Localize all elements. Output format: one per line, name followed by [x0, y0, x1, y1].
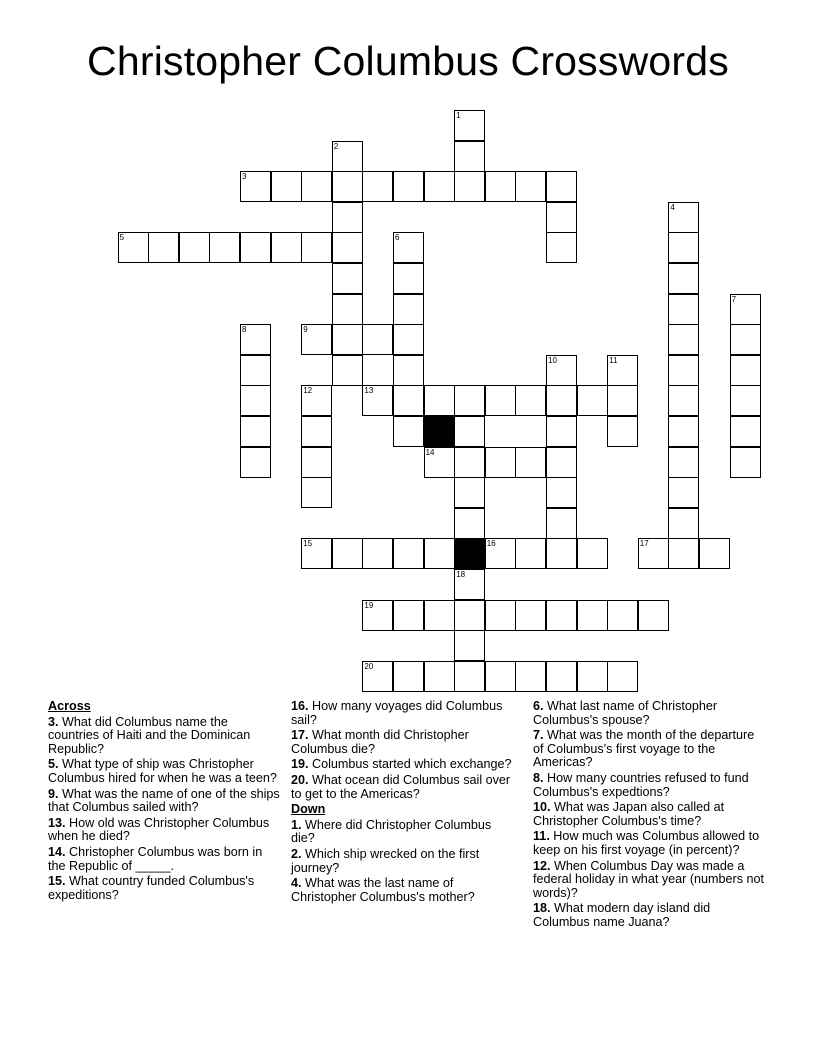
grid-cell[interactable] [301, 538, 332, 569]
clue-number: 17 [639, 539, 649, 549]
grid-cell[interactable] [424, 538, 455, 569]
grid-cell[interactable] [454, 477, 485, 508]
clue-number-label: 10. [533, 800, 551, 815]
clue-item [533, 772, 768, 799]
clue-item [533, 729, 768, 770]
clue-number-label: 3. [48, 714, 59, 729]
clue-item [48, 846, 280, 873]
grid-cell[interactable] [393, 355, 424, 386]
grid-cell[interactable] [393, 232, 424, 263]
clue-number: 10 [548, 355, 557, 365]
clue-text: Where did Christopher Columbus die? [291, 817, 492, 846]
grid-cell[interactable] [362, 538, 393, 569]
grid-cell[interactable] [301, 385, 332, 416]
clue-item [533, 700, 768, 727]
clue-number-label: 18. [533, 901, 551, 916]
clue-text: What was the month of the departure of Columbus's first voyage to the Americas? [533, 728, 755, 770]
grid-cell[interactable] [546, 416, 577, 447]
clue-item [291, 877, 513, 904]
grid-cell[interactable] [668, 447, 699, 478]
clue-item [533, 902, 768, 929]
clue-text: What ocean did Columbus sail over to get to the Americas? [291, 772, 511, 801]
clue-number-label: 12. [533, 858, 551, 873]
clue-item [291, 819, 513, 846]
grid-cell[interactable] [393, 263, 424, 294]
grid-cell[interactable] [118, 232, 149, 263]
grid-cell[interactable] [393, 294, 424, 325]
grid-cell[interactable] [301, 416, 332, 447]
clue-number-label: 6. [533, 699, 544, 713]
clue-number-label: 9. [48, 786, 59, 801]
grid-cell[interactable] [546, 385, 577, 416]
clue-number: 9 [303, 325, 308, 335]
grid-cell[interactable] [424, 661, 455, 692]
grid-cell[interactable] [271, 171, 302, 202]
clue-text: What country funded Columbus's expeditions? [48, 874, 255, 902]
grid-cell[interactable] [424, 385, 455, 416]
clues-column-2 [291, 700, 513, 906]
clue-number-label: 19. [291, 757, 309, 772]
grid-cell[interactable] [607, 416, 638, 447]
grid-cell[interactable] [546, 538, 577, 569]
grid-cell[interactable] [577, 385, 608, 416]
grid-cell[interactable] [546, 600, 577, 631]
grid-cell[interactable] [393, 416, 424, 447]
grid-cell[interactable] [301, 171, 332, 202]
grid-cell[interactable] [393, 600, 424, 631]
grid-cell[interactable] [730, 355, 761, 386]
grid-cell[interactable] [332, 324, 363, 355]
grid-cell[interactable] [668, 294, 699, 325]
clue-item [48, 716, 280, 757]
grid-cell[interactable] [424, 600, 455, 631]
clue-number-label: 8. [533, 770, 544, 785]
clue-number: 7 [731, 294, 737, 304]
clue-text: How much was Columbus allowed to keep on his first voyage (in percent)? [533, 829, 760, 857]
black-cell [424, 416, 455, 447]
clue-number-label: 11. [533, 829, 550, 844]
grid-cell[interactable] [699, 538, 730, 569]
grid-cell[interactable] [332, 171, 363, 202]
clue-number-label: 20. [291, 772, 309, 787]
grid-cell[interactable] [454, 600, 485, 631]
down-heading: Down [291, 802, 326, 817]
grid-cell[interactable] [607, 661, 638, 692]
grid-cell[interactable] [607, 355, 638, 386]
clue-number: 3 [242, 172, 247, 182]
grid-cell[interactable] [515, 600, 546, 631]
clue-number: 4 [670, 202, 675, 212]
clue-number: 6 [395, 233, 400, 243]
grid-cell[interactable] [240, 171, 271, 202]
clue-text: Christopher Columbus was born in the Republic of _____. [48, 844, 263, 873]
clue-text: What was the last name of Christopher Columbus's mother? [291, 876, 475, 904]
grid-cell[interactable] [332, 294, 363, 325]
grid-cell[interactable] [332, 232, 363, 263]
grid-cell[interactable] [424, 171, 455, 202]
grid-cell[interactable] [668, 202, 699, 233]
grid-cell[interactable] [362, 171, 393, 202]
across-heading: Across [48, 699, 91, 713]
grid-cell[interactable] [454, 416, 485, 447]
grid-cell[interactable] [240, 355, 271, 386]
grid-cell[interactable] [607, 600, 638, 631]
clue-number: 15 [303, 539, 313, 549]
grid-cell[interactable] [577, 661, 608, 692]
grid-cell[interactable] [393, 538, 424, 569]
grid-cell[interactable] [607, 385, 638, 416]
clue-number-label: 17. [291, 728, 309, 743]
grid-cell[interactable] [546, 661, 577, 692]
grid-cell[interactable] [668, 508, 699, 539]
grid-cell[interactable] [332, 538, 363, 569]
clue-item [48, 875, 280, 902]
grid-cell[interactable] [454, 171, 485, 202]
clue-number-label: 4. [291, 876, 302, 891]
grid-cell[interactable] [668, 538, 699, 569]
grid-cell[interactable] [515, 661, 546, 692]
clue-item [533, 860, 768, 901]
clue-item [291, 700, 513, 727]
grid-cell[interactable] [668, 477, 699, 508]
clue-item [48, 758, 280, 785]
clue-number: 11 [609, 355, 618, 365]
clue-number-label: 5. [48, 757, 59, 772]
grid-cell[interactable] [301, 447, 332, 478]
grid-cell[interactable] [454, 630, 485, 661]
grid-cell[interactable] [515, 171, 546, 202]
grid-cell[interactable] [668, 416, 699, 447]
grid-cell[interactable] [730, 385, 761, 416]
grid-cell[interactable] [240, 447, 271, 478]
grid-cell[interactable] [393, 171, 424, 202]
clue-number: 16 [486, 539, 496, 549]
clue-number: 18 [456, 570, 466, 579]
grid-cell[interactable] [577, 600, 608, 631]
clue-number-label: 1. [291, 817, 302, 832]
grid-cell[interactable] [515, 447, 546, 478]
grid-cell[interactable] [271, 232, 302, 263]
grid-cell[interactable] [638, 600, 669, 631]
grid-cell[interactable] [393, 661, 424, 692]
clue-item [533, 801, 768, 828]
clues-section [0, 700, 816, 1000]
grid-cell[interactable] [332, 263, 363, 294]
grid-cell[interactable] [362, 324, 393, 355]
grid-cell[interactable] [332, 355, 363, 386]
clue-item [533, 830, 768, 857]
grid-cell[interactable] [546, 477, 577, 508]
grid-cell[interactable] [485, 661, 516, 692]
grid-cell[interactable] [454, 110, 485, 141]
grid-cell[interactable] [546, 232, 577, 263]
grid-cell[interactable] [148, 232, 179, 263]
clue-text: What type of ship was Christopher Columbus hired for when he was a teen? [48, 757, 277, 785]
grid-cell[interactable] [301, 324, 332, 355]
grid-cell[interactable] [454, 385, 485, 416]
clue-item [291, 758, 513, 772]
grid-cell[interactable] [179, 232, 210, 263]
grid-cell[interactable] [485, 171, 516, 202]
grid-cell[interactable] [730, 416, 761, 447]
grid-cell[interactable] [668, 324, 699, 355]
clue-number: 12 [303, 386, 313, 396]
clues-column-1 [48, 700, 280, 904]
clue-number: 19 [364, 600, 374, 610]
grid-cell[interactable] [515, 538, 546, 569]
clue-number: 13 [364, 386, 374, 396]
grid-cell[interactable] [546, 171, 577, 202]
grid-cell[interactable] [240, 416, 271, 447]
clue-number-label: 14. [48, 844, 66, 859]
grid-cell[interactable] [668, 355, 699, 386]
grid-cell[interactable] [638, 538, 669, 569]
clue-text: How many countries refused to fund Columbus's expedtions? [533, 770, 749, 799]
grid-cell[interactable] [240, 385, 271, 416]
grid-cell[interactable] [240, 324, 271, 355]
grid-cell[interactable] [730, 294, 761, 325]
grid-cell[interactable] [454, 569, 485, 600]
clue-text: What did Columbus name the countries of Haiti and the Dominican Republic? [48, 714, 251, 756]
grid-cell[interactable] [485, 600, 516, 631]
clue-number: 14 [425, 447, 435, 457]
grid-cell[interactable] [301, 232, 332, 263]
page-title: Christopher Columbus Crosswords [87, 38, 729, 84]
clue-number-label: 7. [533, 728, 544, 743]
grid-cell[interactable] [546, 508, 577, 539]
clue-number: 8 [242, 325, 247, 335]
clue-number: 1 [456, 111, 461, 120]
grid-cell[interactable] [515, 385, 546, 416]
clue-text: What month did Christopher Columbus die? [291, 728, 469, 756]
grid-cell[interactable] [546, 447, 577, 478]
clues-column-3 [533, 700, 768, 932]
black-cell [454, 538, 485, 569]
clue-number-label: 16. [291, 699, 309, 713]
clue-item [291, 774, 513, 801]
grid-cell[interactable] [393, 324, 424, 355]
grid-cell[interactable] [240, 232, 271, 263]
grid-cell[interactable] [454, 447, 485, 478]
grid-cell[interactable] [393, 385, 424, 416]
clue-text: What was the name of one of the ships that Columbus sailed with? [48, 786, 280, 815]
grid-cell[interactable] [546, 355, 577, 386]
grid-cell[interactable] [546, 202, 577, 233]
clue-text: When Columbus Day was made a federal holiday in what year (numbers not words)? [533, 858, 765, 900]
grid-cell[interactable] [209, 232, 240, 263]
grid-cell[interactable] [577, 538, 608, 569]
grid-cell[interactable] [485, 538, 516, 569]
clue-item [48, 788, 280, 815]
clue-text: Which ship wrecked on the first journey? [291, 846, 480, 875]
clue-text: How old was Christopher Columbus when he died? [48, 815, 270, 844]
clue-item [291, 729, 513, 756]
grid-cell[interactable] [730, 447, 761, 478]
grid-cell[interactable] [485, 385, 516, 416]
grid-cell[interactable] [454, 141, 485, 172]
grid-cell[interactable] [730, 324, 761, 355]
clue-text: What modern day island did Columbus name Juana? [533, 901, 711, 929]
clue-text: What was Japan also called at Christopher Columbus's time? [533, 800, 725, 828]
grid-cell[interactable] [668, 385, 699, 416]
grid-cell[interactable] [668, 263, 699, 294]
grid-cell[interactable] [485, 447, 516, 478]
clue-number: 2 [333, 141, 339, 151]
grid-cell[interactable] [332, 202, 363, 233]
clue-item [48, 817, 280, 844]
clue-number: 5 [119, 233, 125, 243]
grid-cell[interactable] [332, 141, 363, 172]
clue-number: 20 [364, 661, 374, 671]
clue-text: What last name of Christopher Columbus's spouse? [533, 699, 718, 727]
grid-cell[interactable] [454, 508, 485, 539]
grid-cell[interactable] [454, 661, 485, 692]
grid-cell[interactable] [362, 385, 393, 416]
grid-cell[interactable] [424, 447, 455, 478]
clue-text: How many voyages did Columbus sail? [291, 699, 503, 727]
clue-text: Columbus started which exchange? [308, 757, 512, 772]
clue-number-label: 13. [48, 815, 66, 830]
clue-item [291, 848, 513, 875]
grid-cell[interactable] [668, 232, 699, 263]
clue-number-label: 15. [48, 874, 66, 889]
clue-number-label: 2. [291, 846, 302, 861]
grid-cell[interactable] [362, 600, 393, 631]
grid-cell[interactable] [301, 477, 332, 508]
grid-cell[interactable] [362, 661, 393, 692]
